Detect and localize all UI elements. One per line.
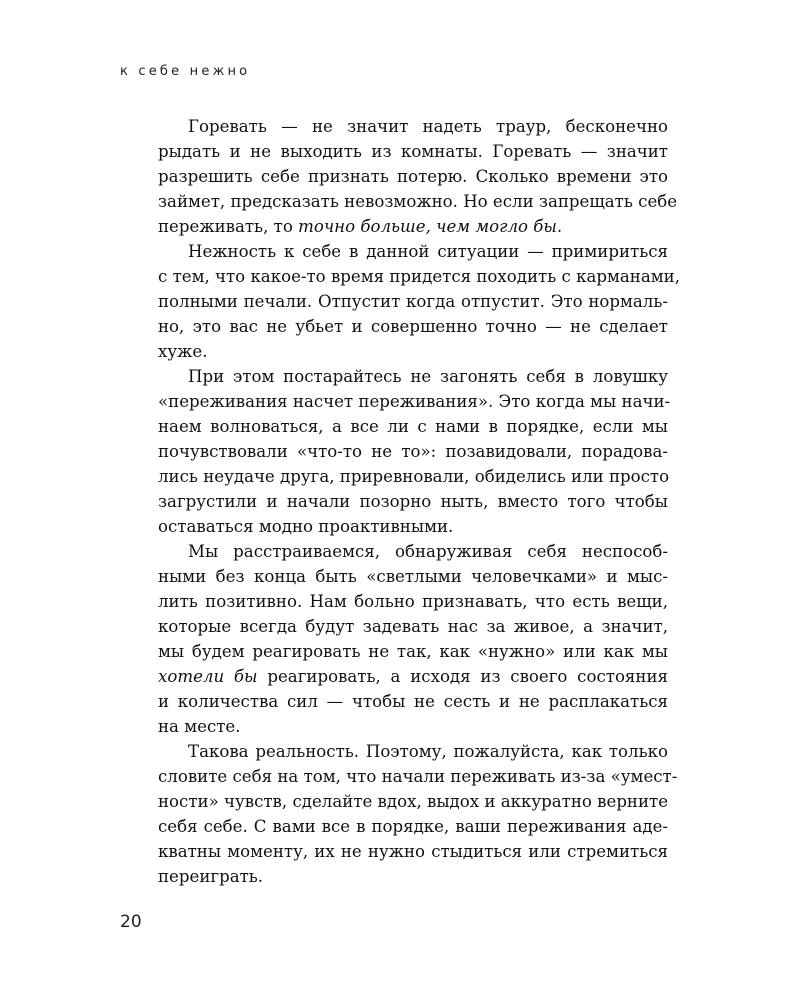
- text-line: [158, 214, 668, 239]
- text-line: кватны моменту, их не нужно стыдиться или стремиться: [158, 842, 668, 861]
- text-line: себя себе. С вами все в порядке, ваши переживания аде-: [158, 817, 668, 836]
- text-line: Мы расстраиваемся, обнаруживая себя неспособ-: [188, 542, 668, 561]
- text-line: наем волноваться, а все ли с нами в порядке, если мы: [158, 417, 668, 436]
- paragraph: [158, 539, 668, 739]
- text-line: Нежность к себе в данной ситуации — примириться: [188, 242, 668, 261]
- text-line: рыдать и не выходить из комнаты. Горевать — значит: [158, 142, 668, 161]
- text-line: [158, 664, 668, 689]
- text-line: полными печали. Отпустит когда отпустит. Это нормаль-: [158, 292, 668, 311]
- running-head: к себе нежно: [120, 64, 251, 79]
- text-line: лись неудаче друга, приревновали, обиделись или просто: [158, 467, 670, 486]
- text-line: загрустили и начали позорно ныть, вместо того чтобы: [158, 492, 668, 511]
- text-line: и количества сил — чтобы не сесть и не расплакаться: [158, 692, 668, 711]
- text-run: переживать, то: [158, 217, 299, 236]
- text-line: лить позитивно. Нам больно признавать, что есть вещи,: [158, 592, 668, 611]
- text-line: разрешить себе признать потерю. Сколько времени это: [158, 167, 668, 186]
- text-line: на месте.: [158, 717, 241, 736]
- text-line: «переживания насчет переживания». Это когда мы начи-: [158, 392, 671, 411]
- text-line: переиграть.: [158, 867, 264, 886]
- text-line: словите себя на том, что начали переживать из-за «умест-: [158, 767, 678, 786]
- text-line: которые всегда будут задевать нас за живое, а значит,: [158, 617, 668, 636]
- text-line: почувствовали «что-то не то»: позавидовали, порадова-: [158, 442, 668, 461]
- paragraph: [158, 364, 671, 539]
- text-line: ности» чувств, сделайте вдох, выдох и аккуратно верните: [158, 792, 669, 811]
- text-line: Горевать — не значит надеть траур, бесконечно: [188, 117, 668, 136]
- paragraph: [158, 239, 680, 364]
- text-line: При этом постарайтесь не загонять себя в ловушку: [188, 367, 668, 386]
- text-line: оставаться модно проактивными.: [158, 517, 454, 536]
- text-line: мы будем реагировать не так, как «нужно» или как мы: [158, 642, 668, 661]
- text-line: Такова реальность. Поэтому, пожалуйста, как только: [188, 742, 668, 761]
- text-line: но, это вас не убьет и совершенно точно — не сделает: [158, 317, 668, 336]
- italic-text: хотели бы: [158, 667, 258, 686]
- text-line: хуже.: [158, 342, 208, 361]
- text-line: ными без конца быть «светлыми человечками» и мыс-: [158, 567, 668, 586]
- body-text: [158, 114, 680, 889]
- paragraph: [158, 114, 678, 239]
- paragraph: [158, 739, 678, 889]
- italic-text: точно больше, чем могло бы.: [298, 217, 563, 236]
- page-number: 20: [120, 912, 142, 932]
- text-run: реагировать, а исходя из своего состояния: [257, 667, 668, 686]
- text-line: с тем, что какое-то время придется походить с карманами,: [158, 267, 680, 286]
- text-line: займет, предсказать невозможно. Но если запрещать себе: [158, 192, 678, 211]
